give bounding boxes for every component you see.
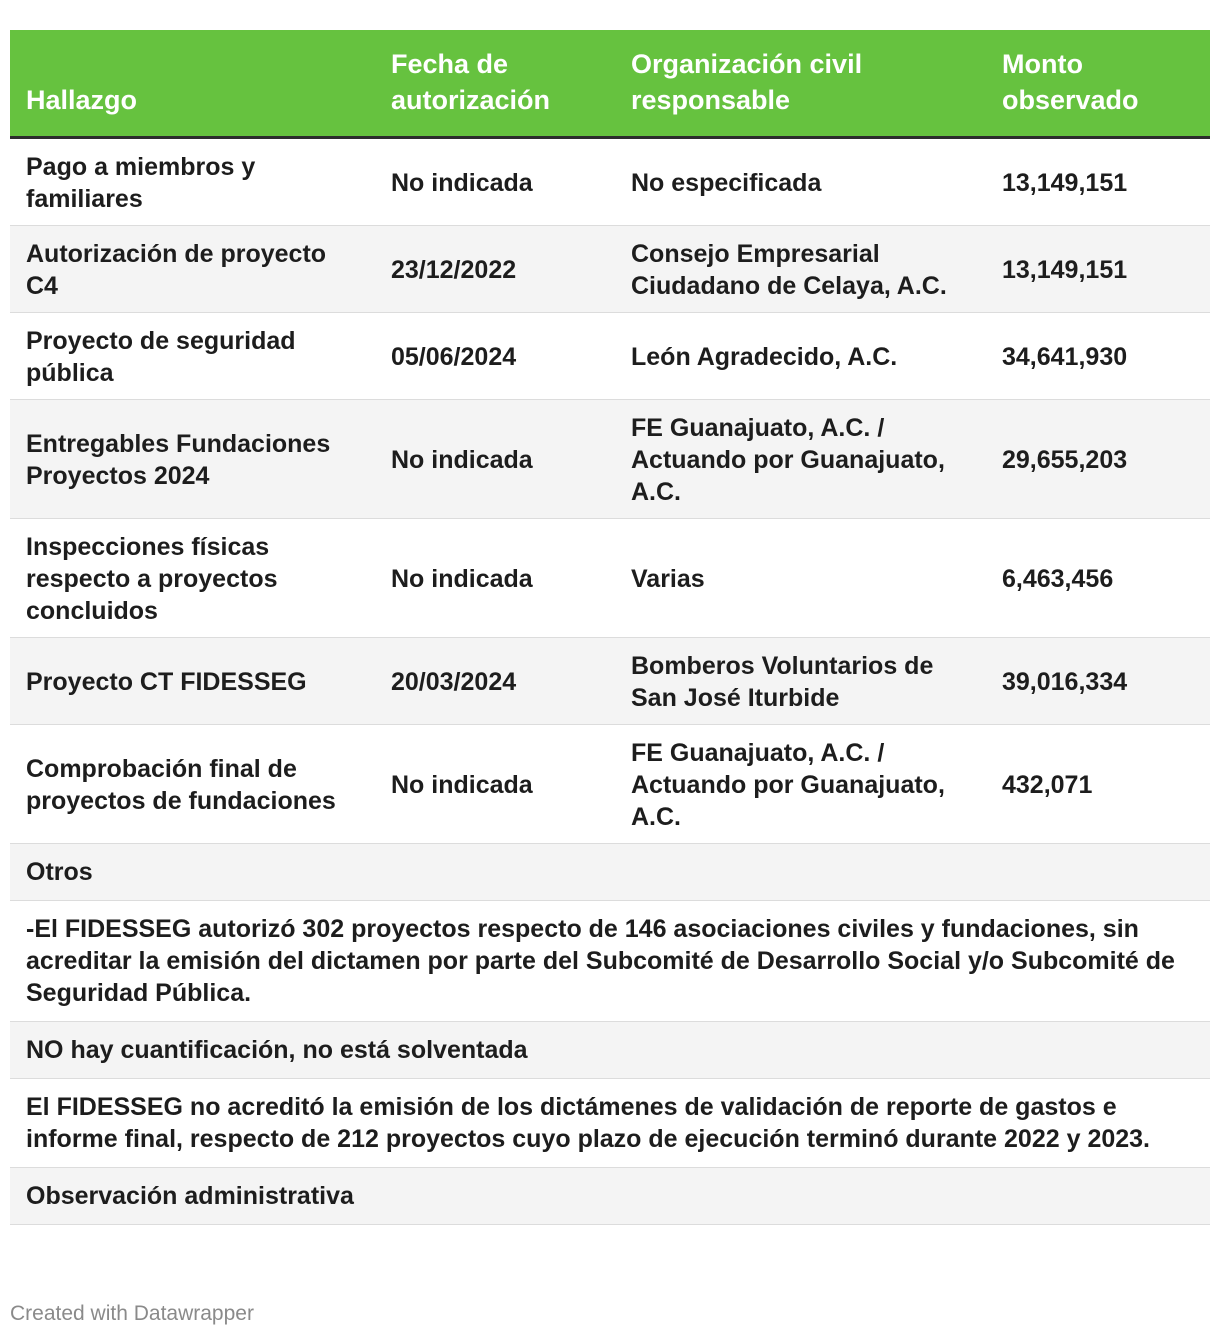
- cell-otros: Otros: [10, 844, 1210, 901]
- datawrapper-credit[interactable]: Created with Datawrapper: [10, 1302, 254, 1325]
- cell-monto: 13,149,151: [986, 138, 1210, 226]
- cell-hallazgo: Proyecto de seguridad pública: [10, 313, 375, 400]
- table-row: [10, 313, 1210, 400]
- table-row: [10, 725, 1210, 844]
- cell-fecha: No indicada: [375, 519, 615, 638]
- cell-observacion: Observación administrativa: [10, 1168, 1210, 1225]
- header-monto[interactable]: Monto observado: [986, 30, 1210, 138]
- header-fecha[interactable]: Fecha de autorización: [375, 30, 615, 138]
- cell-hallazgo: Entregables Fundaciones Proyectos 2024: [10, 400, 375, 519]
- findings-table: [10, 30, 1210, 1225]
- table-row: [10, 138, 1210, 226]
- cell-cuantificacion: NO hay cuantificación, no está solventada: [10, 1022, 1210, 1079]
- cell-fecha: 05/06/2024: [375, 313, 615, 400]
- cell-hallazgo: Autorización de proyecto C4: [10, 226, 375, 313]
- cell-monto: 34,641,930: [986, 313, 1210, 400]
- cell-monto: 6,463,456: [986, 519, 1210, 638]
- cell-organizacion: León Agradecido, A.C.: [615, 313, 986, 400]
- cell-monto: 29,655,203: [986, 400, 1210, 519]
- cell-nota-validacion: El FIDESSEG no acreditó la emisión de los dictámenes de validación de reporte de gastos e informe final, respecto de 212 proyectos cuyo plazo de ejecución terminó durante 2022 y 2023.: [10, 1079, 1210, 1168]
- cell-organizacion: FE Guanajuato, A.C. / Actuando por Guanajuato, A.C.: [615, 725, 986, 844]
- cell-organizacion: Varias: [615, 519, 986, 638]
- header-hallazgo[interactable]: Hallazgo: [10, 30, 375, 138]
- cell-organizacion: FE Guanajuato, A.C. / Actuando por Guanajuato, A.C.: [615, 400, 986, 519]
- table-row: [10, 226, 1210, 313]
- table-row: [10, 638, 1210, 725]
- cell-organizacion: No especificada: [615, 138, 986, 226]
- table-row: [10, 400, 1210, 519]
- cell-nota-dictamen: -El FIDESSEG autorizó 302 proyectos respecto de 146 asociaciones civiles y fundaciones, sin acreditar la emisión del dictamen por parte del Subcomité de Desarrollo Social y/o Subcomité de Seguridad Pública.: [10, 901, 1210, 1022]
- table-row-full: [10, 901, 1210, 1022]
- cell-hallazgo: Inspecciones físicas respecto a proyectos concluidos: [10, 519, 375, 638]
- table-row-full: [10, 1168, 1210, 1225]
- cell-fecha: No indicada: [375, 138, 615, 226]
- cell-monto: 39,016,334: [986, 638, 1210, 725]
- table-row-full: [10, 1022, 1210, 1079]
- table-row-full: [10, 1079, 1210, 1168]
- cell-fecha: No indicada: [375, 725, 615, 844]
- table-header-row: [10, 30, 1210, 138]
- findings-table-container: [10, 30, 1210, 1225]
- cell-hallazgo: Pago a miembros y familiares: [10, 138, 375, 226]
- cell-organizacion: Bomberos Voluntarios de San José Iturbide: [615, 638, 986, 725]
- cell-organizacion: Consejo Empresarial Ciudadano de Celaya, A.C.: [615, 226, 986, 313]
- cell-monto: 13,149,151: [986, 226, 1210, 313]
- cell-hallazgo: Comprobación final de proyectos de fundaciones: [10, 725, 375, 844]
- table-row: [10, 519, 1210, 638]
- cell-fecha: 23/12/2022: [375, 226, 615, 313]
- cell-fecha: No indicada: [375, 400, 615, 519]
- cell-monto: 432,071: [986, 725, 1210, 844]
- table-row-full: [10, 844, 1210, 901]
- header-organizacion[interactable]: Organización civil responsable: [615, 30, 986, 138]
- cell-hallazgo: Proyecto CT FIDESSEG: [10, 638, 375, 725]
- cell-fecha: 20/03/2024: [375, 638, 615, 725]
